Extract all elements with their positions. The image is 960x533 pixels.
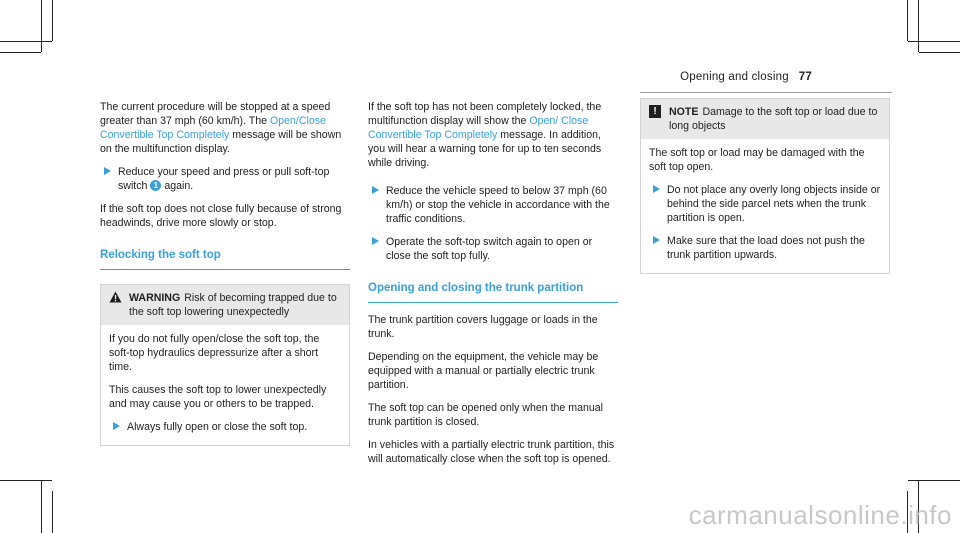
text: If the soft top has not been completely locked, the multifunction display will show the [368,101,602,127]
crop-mark [0,41,52,42]
column-3 [640,98,890,274]
warning-box [100,284,350,446]
column-1 [100,100,350,446]
paragraph: Depending on the equipment, the vehicle may be equipped with a manual or partially electric trunk partition. [368,351,599,391]
arrow-bullet-icon [104,167,111,175]
text: again. [161,180,194,192]
text: message. In addition, you will hear a warning tone for up to ten seconds while driving. [368,129,602,169]
note-box [640,98,890,274]
instruction-item [649,234,881,262]
text: Operate the soft-top switch again to open or close the soft top fully. [386,236,593,262]
crop-mark [919,52,960,53]
note-body [641,139,889,273]
paragraph: The soft top can be opened only when the manual trunk partition is closed. [368,402,603,428]
crop-mark [0,52,41,53]
column-2 [368,100,618,475]
page-number: 77 [798,71,812,83]
warning-body [101,325,349,445]
display-message-link: Open/ Close Convertible Top Completely [368,115,589,141]
instruction-item [109,420,341,434]
crop-mark [52,0,53,41]
paragraph: In vehicles with a partially electric trunk partition, this will automatically close when the soft top is opened. [368,439,615,465]
header-rule [640,92,892,93]
instruction-item [368,184,618,226]
text: Do not place any overly long objects inside or behind the side parcel nets when the trunk partition is open. [667,184,881,224]
crop-mark [908,480,960,481]
paragraph: This causes the soft top to lower unexpectedly and may cause you or others to be trapped. [109,384,327,410]
arrow-bullet-icon [372,186,379,194]
paragraph: If the soft top does not close fully because of strong headwinds, drive more slowly or stop. [100,203,342,229]
text: Make sure that the load does not push the trunk partition upwards. [667,235,865,261]
warning-keyword: WARNING [129,292,181,304]
warning-header [101,285,349,325]
crop-mark [41,0,42,52]
section-title: Opening and closing [680,71,789,83]
watermark: carmanualsonline.info [688,500,952,530]
text: Always fully open or close the soft top. [127,421,308,433]
crop-mark [41,480,42,533]
crop-mark [907,0,908,41]
paragraph: The soft top or load may be damaged with the soft top open. [649,147,865,173]
note-keyword: NOTE [669,106,699,118]
page-header [680,71,812,83]
exclamation-icon: ! [649,105,661,118]
display-message-link: Open/Close Convertible Top Completely [100,115,326,141]
note-title: Damage to the soft top or load due to long objects [669,106,878,132]
paragraph: If you do not fully open/close the soft top, the soft-top hydraulics depressurize after a short time. [109,333,320,373]
crop-mark [52,491,53,533]
text: The current procedure will be stopped at a speed greater than 37 mph (60 km/h). The [100,101,331,127]
crop-mark [0,480,52,481]
text: Reduce your speed and press or pull soft-top switch [118,166,330,192]
arrow-bullet-icon [653,185,660,193]
section-heading: Relocking the soft top [100,248,350,270]
paragraph [368,100,618,170]
callout-number-badge: 1 [150,180,161,191]
text: Reduce the vehicle speed to below 37 mph (60 km/h) or stop the vehicle in accordance with the traffic conditions. [386,185,610,225]
arrow-bullet-icon [372,237,379,245]
text: message will be shown on the multifunction display. [100,129,342,155]
paragraph: The trunk partition covers luggage or loads in the trunk. [368,314,598,340]
crop-mark [908,41,960,42]
paragraph [100,100,350,156]
instruction-item [649,183,881,225]
arrow-bullet-icon [113,422,120,430]
arrow-bullet-icon [653,236,660,244]
instruction-item [368,235,618,263]
warning-title: Risk of becoming trapped due to the soft top lowering unexpectedly [129,292,337,318]
warning-icon [109,291,122,303]
section-heading: Opening and closing the trunk partition [368,281,618,303]
crop-mark [918,0,919,52]
instruction-item [100,165,350,193]
note-header [641,99,889,139]
